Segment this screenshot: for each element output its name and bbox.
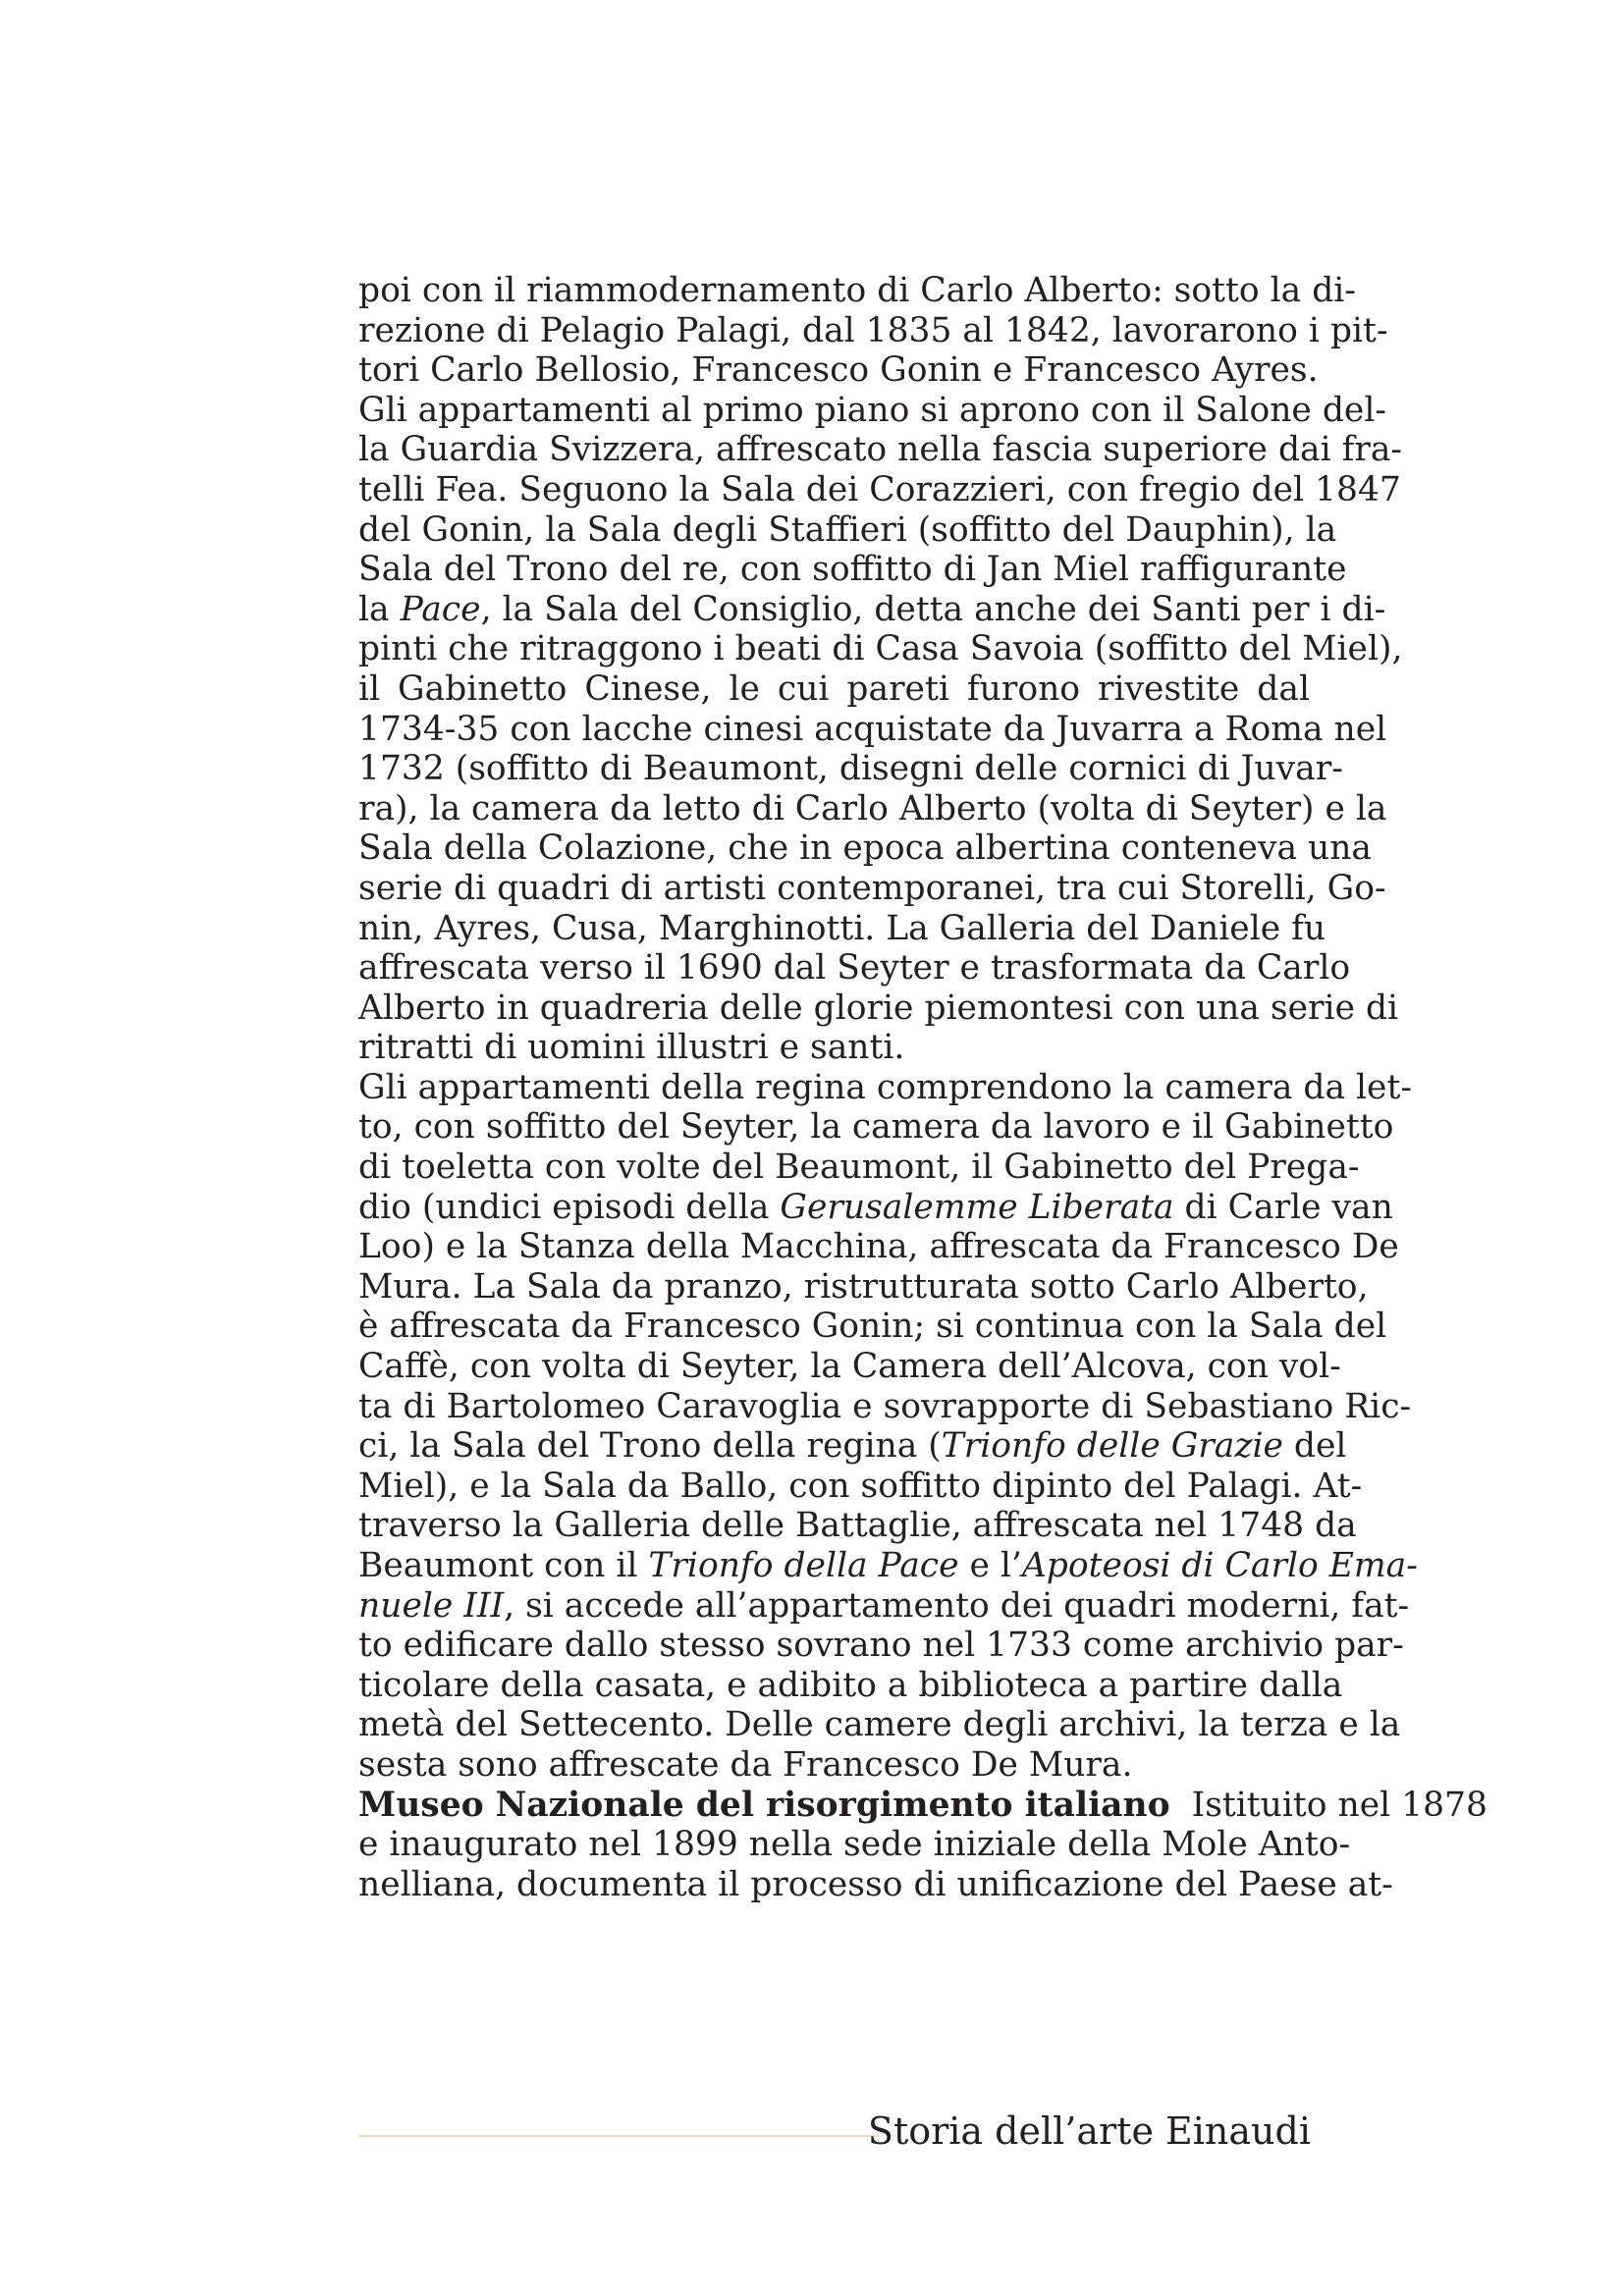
text-run: ritratti di uomini illustri e santi. (358, 1028, 905, 1068)
text-line (358, 430, 1403, 470)
italic-title: Trionfo delle Grazie (941, 1426, 1283, 1467)
text-run: Mura. La Sala da pranzo, ristrutturata sotto Carlo Alberto, (358, 1266, 1369, 1307)
text-line (358, 1266, 1369, 1308)
text-run: ci, la Sala del Trono della regina ( (358, 1426, 942, 1467)
text-run: nin, Ayres, Cusa, Marghinotti. La Galleria del Daniele fu (358, 908, 1326, 948)
text-run: il Gabinetto Cinese, le cui pareti furono rivestite dal (358, 668, 1310, 709)
text-line (358, 1148, 1360, 1188)
text-run: rezione di Pelagio Palagi, dal 1835 al 1842, lavorarono i pit- (358, 310, 1388, 350)
text-run: Sala della Colazione, che in epoca albertina conteneva una (358, 828, 1372, 869)
text-run: del Gonin, la Sala degli Staffieri (soffitto del Dauphin), la (358, 509, 1337, 550)
text-run: Gli appartamenti al primo piano si aprono con il Salone del- (358, 390, 1387, 430)
text-run: to, con soffitto del Seyter, la camera da lavoro e il Gabinetto (358, 1107, 1394, 1148)
text-run: , si accede all’appartamento dei quadri moderni, fat- (504, 1585, 1410, 1626)
text-line (358, 550, 1347, 590)
entry-heading: Museo Nazionale del risorgimento italiano (358, 1785, 1170, 1825)
text-run: telli Fea. Seguono la Sala dei Corazzieri, con fregio del 1847 (358, 469, 1401, 509)
italic-title: nuele III (358, 1585, 505, 1626)
text-line (358, 1864, 1393, 1905)
text-run: Miel), e la Sala da Ballo, con soffitto dipinto del Palagi. At- (358, 1466, 1363, 1506)
body-text (358, 271, 1488, 1904)
text-line (358, 1665, 1343, 1706)
text-line (358, 1426, 1347, 1467)
text-line (358, 788, 1387, 829)
text-line (358, 1067, 1412, 1108)
text-line (358, 709, 1387, 750)
footer-title: Storia dell’arte Einaudi (867, 2109, 1311, 2153)
text-line (358, 1825, 1351, 1865)
text-run: è affrescata da Francesco Gonin; si continua con la Sala del (358, 1307, 1387, 1347)
text-run: la (358, 589, 401, 629)
text-line (358, 390, 1387, 431)
text-line (358, 271, 1356, 311)
text-line (358, 1107, 1394, 1148)
text-line (358, 310, 1388, 351)
text-line (358, 1307, 1387, 1347)
text-line (358, 868, 1386, 909)
text-line (358, 1028, 1310, 1068)
text-run: e l’ (958, 1546, 1022, 1585)
text-line (358, 1466, 1363, 1507)
text-line (358, 1585, 1410, 1627)
text-run: poi con il riammodernamento di Carlo Alberto: sotto la di- (358, 271, 1356, 310)
text-line (358, 749, 1343, 789)
text-line (358, 1227, 1399, 1267)
text-run: dio (undici episodi della (358, 1187, 781, 1227)
italic-title: Trionfo della Pace (648, 1546, 959, 1585)
text-run: e inaugurato nel 1899 nella sede iniziale della Mole Anto- (358, 1825, 1351, 1865)
text-run: di toeletta con volte del Beaumont, il Gabinetto del Prega- (358, 1148, 1360, 1188)
text-run: nelliana, documenta il processo di unificazione del Paese at- (358, 1864, 1393, 1904)
text-run: ticolare della casata, e adibito a biblioteca a partire dalla (358, 1665, 1343, 1705)
text-run: metà del Settecento. Delle camere degli archivi, la terza e la (358, 1705, 1401, 1745)
text-run: ta di Bartolomeo Caravoglia e sovrapporte di Sebastiano Ric- (358, 1386, 1412, 1426)
text-run: traverso la Galleria delle Battaglie, affrescata nel 1748 da (358, 1506, 1357, 1546)
text-run: pinti che ritraggono i beati di Casa Savoia (soffitto del Miel), (358, 629, 1403, 669)
text-run: Gli appartamenti della regina comprendono la camera da let- (358, 1067, 1412, 1107)
text-run: 1734-35 con lacche cinesi acquistate da Juvarra a Roma nel (358, 709, 1387, 749)
text-line (358, 509, 1337, 551)
text-run: 1732 (soffitto di Beaumont, disegni delle cornici di Juvar- (358, 749, 1343, 789)
footer-rule (358, 2135, 879, 2137)
text-line (358, 908, 1326, 949)
text-run: Sala del Trono del re, con soffitto di Jan Miel raffigurante (358, 550, 1347, 590)
text-line (358, 1347, 1341, 1387)
text-run: tori Carlo Bellosio, Francesco Gonin e Francesco Ayres. (358, 350, 1319, 391)
text-run: serie di quadri di artisti contemporanei, tra cui Storelli, Go- (358, 868, 1386, 908)
text-run: , la Sala del Consiglio, detta anche dei Santi per i di- (480, 589, 1386, 629)
text-line (358, 828, 1372, 869)
text-line (358, 1705, 1401, 1745)
text-line (358, 1626, 1404, 1666)
text-run: Loo) e la Stanza della Macchina, affrescata da Francesco De (358, 1227, 1399, 1267)
text-line (358, 629, 1403, 669)
text-run: to edificare dallo stesso sovrano nel 1733 come archivio par- (358, 1626, 1404, 1666)
text-line (358, 988, 1399, 1029)
text-line (358, 1386, 1412, 1427)
text-line (358, 469, 1401, 510)
text-run: Istituito nel 1878 (1169, 1785, 1488, 1825)
text-line (358, 1546, 1418, 1586)
text-line (358, 589, 1386, 630)
text-run: la Guardia Svizzera, affrescato nella fascia superiore dai fra- (358, 430, 1403, 470)
text-run: affrescata verso il 1690 dal Seyter e trasformata da Carlo (358, 948, 1351, 988)
text-line (358, 948, 1351, 988)
text-run: sesta sono affrescate da Francesco De Mura. (358, 1744, 1133, 1785)
text-line (358, 350, 1319, 391)
text-run: Beaumont con il (358, 1546, 649, 1585)
text-line (358, 1506, 1357, 1546)
text-run: ra), la camera da letto di Carlo Alberto (volta di Seyter) e la (358, 788, 1387, 828)
text-line (358, 1745, 1310, 1786)
text-run: Alberto in quadreria delle glorie piemontesi con una serie di (358, 988, 1399, 1028)
text-line (358, 1785, 1488, 1826)
text-run: di Carle van (1173, 1187, 1393, 1227)
text-line (358, 1187, 1393, 1228)
text-run: Caffè, con volta di Seyter, la Camera dell’Alcova, con vol- (358, 1347, 1341, 1387)
italic-title: Gerusalemme Liberata (780, 1187, 1174, 1227)
italic-title: Apoteosi di Carlo Ema- (1021, 1546, 1418, 1585)
text-line (358, 669, 1310, 710)
italic-title: Pace (400, 589, 481, 629)
text-run: del (1282, 1426, 1347, 1467)
